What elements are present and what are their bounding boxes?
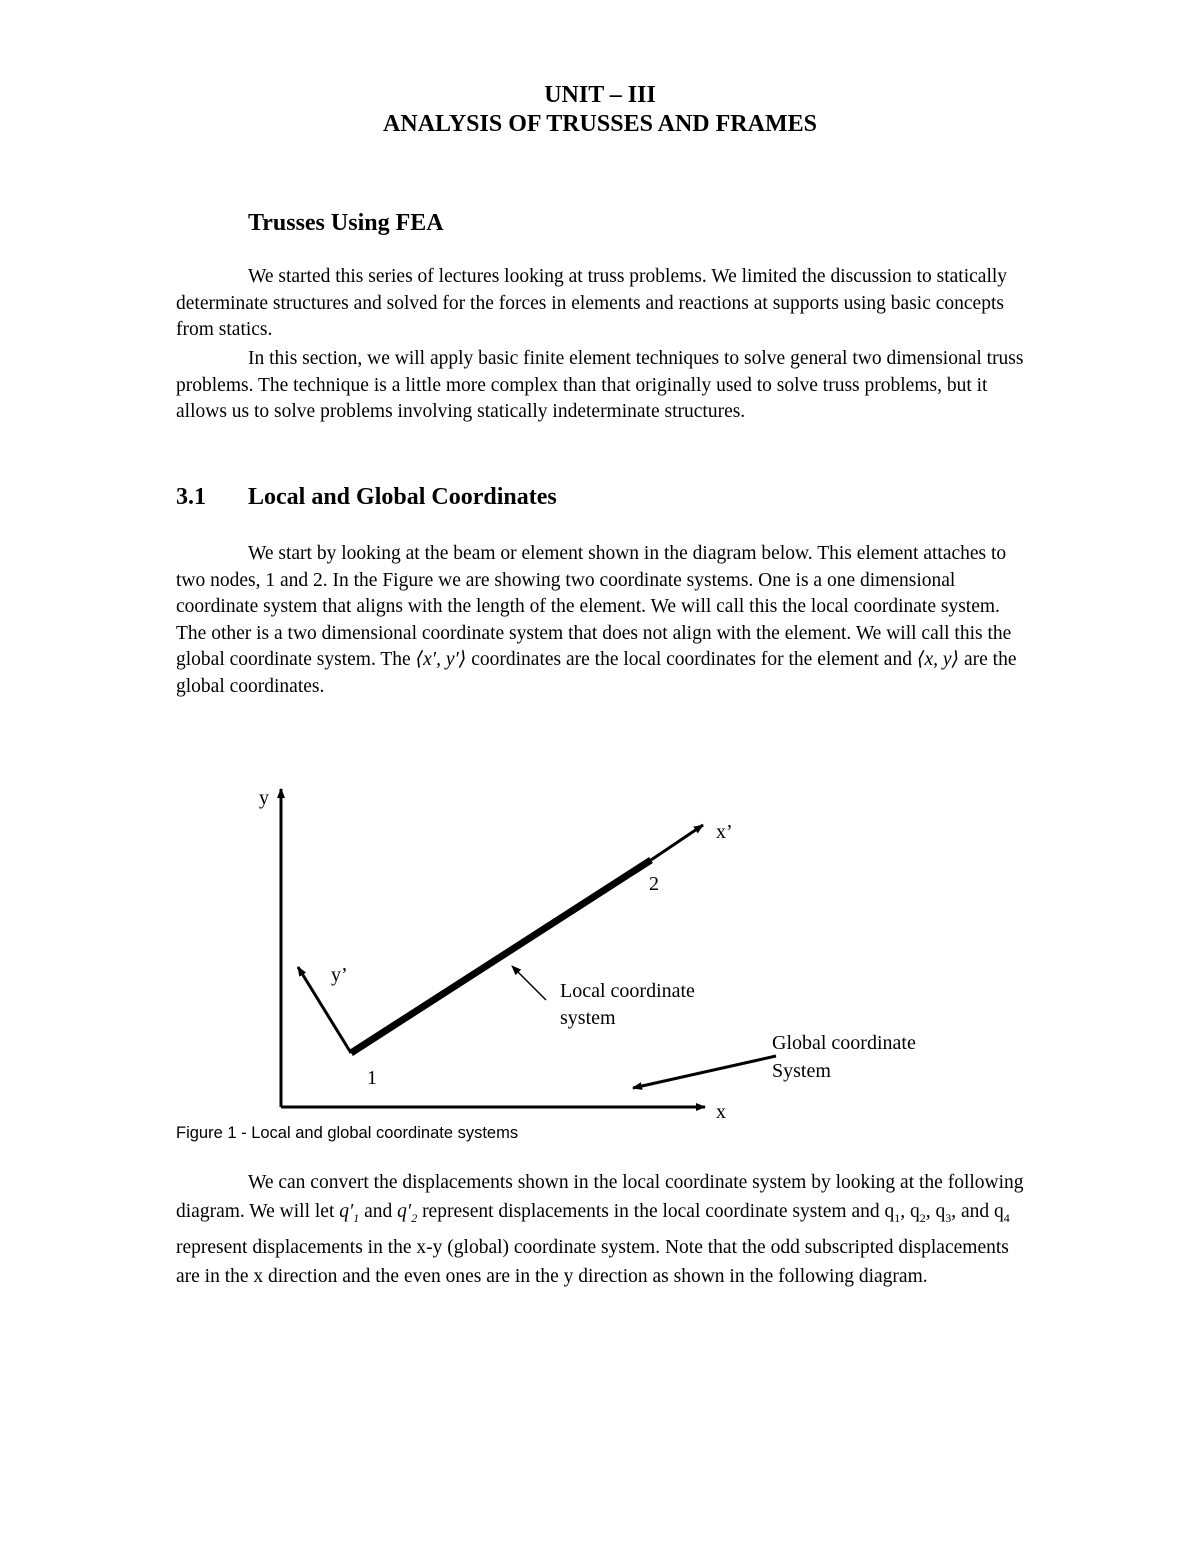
paragraph-text: , q (925, 1201, 946, 1222)
label-x-prime: x’ (716, 821, 733, 843)
math-local-coordinates: ⟨x′, y′⟩ (415, 649, 467, 671)
paragraph-text: are the global coordinates. (176, 649, 1017, 697)
paragraph-text: We can convert the displacements shown in the local coordinate system by looking at the following diagram. We will let (176, 1172, 1024, 1222)
global-label-line1: Global coordinate (772, 1032, 916, 1054)
unit-heading: UNIT – III (544, 82, 656, 108)
document-title: ANALYSIS OF TRUSSES AND FRAMES (383, 111, 817, 137)
section-heading-local-global: Local and Global Coordinates (248, 484, 557, 510)
paragraph-text: and (359, 1201, 398, 1222)
paragraph-text: , q (900, 1201, 920, 1222)
global-pointer-arrow (633, 1056, 776, 1088)
paragraph-text: , and q (951, 1201, 1004, 1222)
subscript: 3 (945, 1210, 952, 1225)
label-y-prime: y’ (331, 964, 348, 986)
local-label-line1: Local coordinate (560, 980, 695, 1002)
paragraph-section-overview: In this section, we will apply basic finite element techniques to solve general two dimensional truss problems. The technique is a little more complex than that originally used to solve truss problems, but it allows us to solve problems involving statically indeterminate structures. (176, 348, 1024, 423)
figure-caption: Figure 1 - Local and global coordinate systems (176, 1124, 519, 1142)
node-2-label: 2 (649, 873, 659, 895)
subscript: 1 (894, 1210, 901, 1225)
paragraph-text: represent displacements in the x-y (global) coordinate system. Note that the odd subscripted displacements are in the x direction and the even ones are in the y direction as shown in the following diagram. (176, 1236, 1009, 1287)
label-x: x (716, 1101, 726, 1123)
math-global-coordinates: ⟨x, y⟩ (916, 649, 960, 671)
local-x-axis (651, 825, 703, 860)
paragraph-intro: We started this series of lectures looking at truss problems. We limited the discussion to statically determinate structures and solved for the forces in elements and reactions at supports using basic concepts from statics. (176, 266, 1008, 341)
paragraph-convert-displacements (176, 1168, 1026, 1291)
node-1-label: 1 (367, 1067, 377, 1089)
paragraph-text: represent displacements in the local coordinate system and q (417, 1201, 895, 1222)
math-q1-prime: q′ (339, 1201, 354, 1222)
local-label-line2: system (560, 1007, 616, 1029)
math-subscript: 1 (353, 1210, 360, 1225)
math-subscript: 2 (411, 1210, 418, 1225)
section-heading-trusses: Trusses Using FEA (248, 210, 444, 236)
subscript: 2 (919, 1210, 926, 1225)
section-number: 3.1 (176, 484, 206, 510)
label-y: y (259, 787, 269, 809)
paragraph-text: coordinates are the local coordinates for the element and (466, 649, 912, 671)
local-pointer-arrow (512, 966, 546, 1000)
math-q2-prime: q′ (397, 1201, 412, 1222)
subscript: 4 (1003, 1210, 1010, 1225)
global-label-line2: System (772, 1060, 831, 1082)
paragraph-text: We start by looking at the beam or element shown in the diagram below. This element attaches to two nodes, 1 and 2. In the Figure we are showing two coordinate systems. One is a one dimensional coordinate system that aligns with the length of the element. We will call this the local coordinate system. The other is a two dimensional coordinate system that does not align with the element. We will call this the global coordinate system. The (176, 543, 1012, 671)
